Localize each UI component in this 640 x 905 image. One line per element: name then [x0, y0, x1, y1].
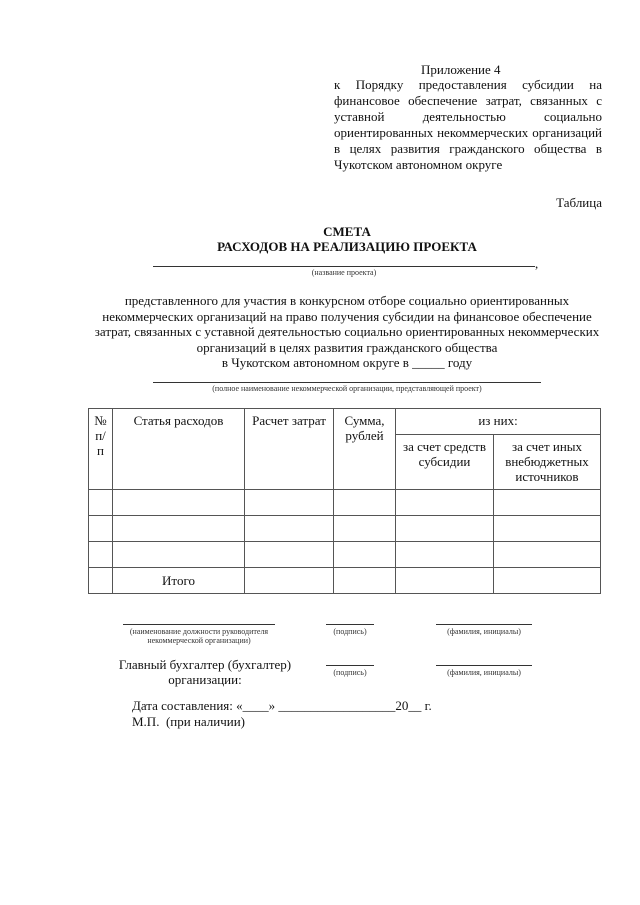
table-cell[interactable] [396, 542, 494, 568]
accountant-label: Главный бухгалтер (бухгалтер) организации: [118, 657, 292, 687]
table-row [89, 542, 601, 568]
total-label: Итого [113, 568, 245, 594]
intro-line: некоммерческих организаций на право получения субсидии на финансовое обеспечение [102, 308, 592, 324]
accountant-name-caption: (фамилия, инициалы) [447, 668, 521, 677]
document-subtitle: РАСХОДОВ НА РЕАЛИЗАЦИЮ ПРОЕКТА [217, 239, 477, 254]
document-title: СМЕТА [323, 224, 371, 239]
intro-line: представленного для участия в конкурсном отборе социально ориентированных [124, 293, 570, 308]
accountant-name-line [436, 665, 532, 666]
table-cell[interactable] [396, 516, 494, 542]
estimate-table [88, 408, 601, 594]
annex-line: уставной деятельностью социально [334, 109, 602, 124]
header-cost-calculation: Расчет затрат [245, 409, 334, 490]
table-cell[interactable] [334, 542, 396, 568]
annex-line: финансовое обеспечение затрат, связанных с [334, 93, 602, 108]
annex-reference [334, 77, 602, 173]
table-label: Таблица [556, 195, 602, 210]
annex-title: Приложение 4 [421, 62, 501, 77]
head-name-line [436, 624, 532, 625]
project-name-caption: (название проекта) [311, 268, 377, 277]
table-cell[interactable] [334, 516, 396, 542]
table-cell[interactable] [396, 490, 494, 516]
table-cell[interactable] [89, 568, 113, 594]
date-line: Дата составления: «____» __________________20__ г. [132, 698, 432, 713]
header-subsidy-funds: за счет средств субсидии [396, 435, 494, 490]
table-cell[interactable] [113, 542, 245, 568]
table-row [89, 516, 601, 542]
head-signature-caption: (подпись) [333, 627, 367, 636]
annex-line: в целях развития гражданского общества в [334, 141, 602, 156]
table-row [89, 490, 601, 516]
table-cell[interactable] [89, 490, 113, 516]
organization-name-caption: (полное наименование некоммерческой организации, представляющей проект) [212, 384, 482, 393]
annex-line: ориентированных некоммерческих организаций [334, 125, 602, 140]
intro-paragraph [92, 293, 602, 371]
table-cell[interactable] [494, 490, 601, 516]
header-expense-item: Статья расходов [113, 409, 245, 490]
head-signature-line [326, 624, 374, 625]
header-number: № п/п [89, 409, 113, 490]
table-cell[interactable] [494, 516, 601, 542]
table-cell[interactable] [245, 490, 334, 516]
table-cell[interactable] [396, 568, 494, 594]
project-name-line [153, 266, 535, 267]
table-cell[interactable] [113, 516, 245, 542]
table-cell[interactable] [89, 542, 113, 568]
table-cell[interactable] [334, 568, 396, 594]
head-name-caption: (фамилия, инициалы) [447, 627, 521, 636]
accountant-signature-line [326, 665, 374, 666]
seal-line: М.П. (при наличии) [132, 714, 246, 729]
intro-line: затрат, связанных с уставной деятельностью социально ориентированных некоммерческих [94, 324, 600, 339]
head-position-line [123, 624, 275, 625]
header-sum: Сумма, рублей [334, 409, 396, 490]
table-cell[interactable] [245, 542, 334, 568]
annex-line: Чукотском автономном округе [334, 157, 503, 172]
organization-name-line [153, 382, 541, 383]
table-cell[interactable] [245, 516, 334, 542]
head-position-caption: (наименование должности руководителя некоммерческой организации) [129, 627, 269, 645]
table-cell[interactable] [494, 568, 601, 594]
header-of-which: из них: [396, 409, 601, 435]
table-cell[interactable] [113, 490, 245, 516]
total-row [89, 568, 601, 594]
intro-line: в Чукотском автономном округе в _____ году [221, 355, 473, 370]
accountant-signature-caption: (подпись) [333, 668, 367, 677]
table-cell[interactable] [89, 516, 113, 542]
table-cell[interactable] [334, 490, 396, 516]
table-cell[interactable] [494, 542, 601, 568]
table-cell[interactable] [245, 568, 334, 594]
annex-line: к Порядку предоставления субсидии на [334, 77, 602, 92]
project-name-comma: , [535, 256, 539, 271]
header-other-sources: за счет иных внебюджетных источников [494, 435, 601, 490]
intro-line: организаций в целях развития гражданского общества [196, 339, 498, 355]
